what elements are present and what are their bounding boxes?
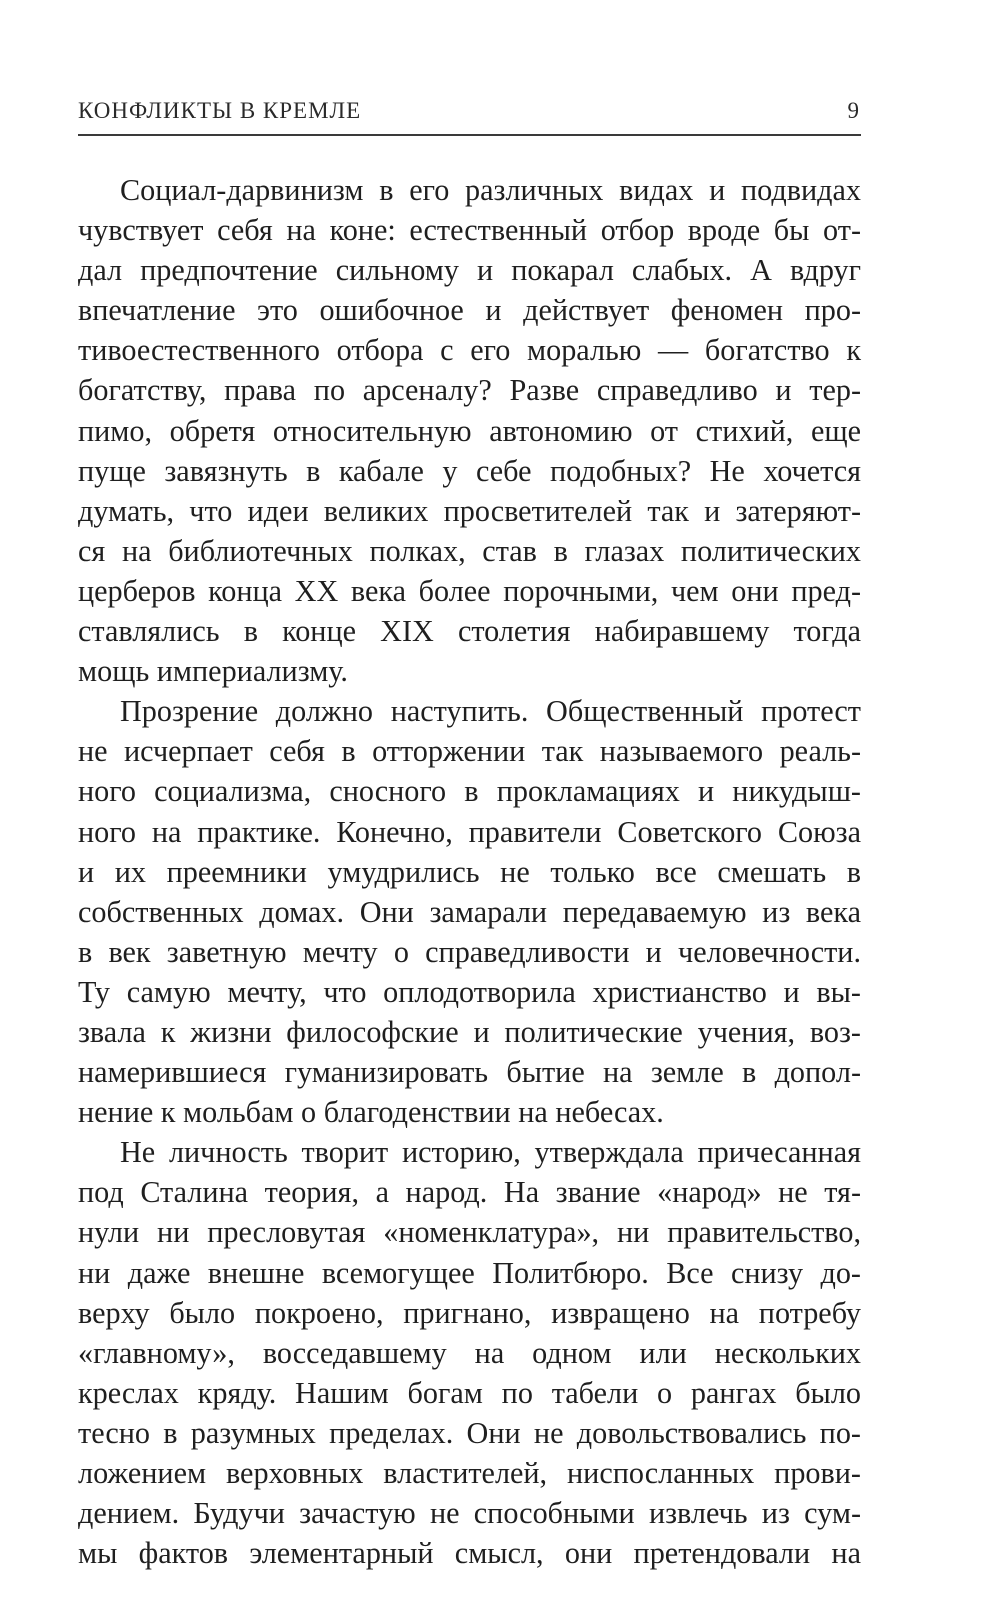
paragraph xyxy=(78,1132,861,1573)
text-line: ного социализма, сносного в прокламациях и никудыш- xyxy=(78,774,861,809)
text-line: не исчерпает себя в отторжении так называемого реаль- xyxy=(78,734,861,769)
text-line: мощь империализму. xyxy=(78,654,348,689)
text-line: нение к мольбам о благоденствии на небесах. xyxy=(78,1095,664,1130)
text-line: думать, что идеи великих просветителей так и затеряют- xyxy=(78,493,861,528)
text-line: ся на библиотечных полках, став в глазах политических xyxy=(78,533,861,568)
text-line: в век заветную мечту о справедливости и человечности. xyxy=(78,934,861,969)
text-line: тесно в разумных пределах. Они не довольствовались по- xyxy=(78,1415,861,1450)
text-line: нули ни пресловутая «номенклатура», ни правительство, xyxy=(78,1215,861,1250)
text-line: намерившиеся гуманизировать бытие на земле в допол- xyxy=(78,1055,861,1090)
text-line: собственных домах. Они замарали передаваемую из века xyxy=(78,894,861,929)
text-line: пимо, обретя относительную автономию от стихий, еще xyxy=(78,413,861,448)
text-line: церберов конца XX века более порочными, чем они пред- xyxy=(78,573,861,608)
book-page xyxy=(78,98,861,1573)
text-line: верху было покроено, пригнано, извращено на потребу xyxy=(78,1295,861,1330)
running-title: КОНФЛИКТЫ В КРЕМЛЕ xyxy=(78,98,362,123)
text-line: ни даже внешне всемогущее Политбюро. Все снизу до- xyxy=(78,1255,861,1290)
text-line: ставлялись в конце XIX столетия набиравшему тогда xyxy=(78,614,861,649)
page-number: 9 xyxy=(847,98,859,123)
body-text xyxy=(78,170,861,1573)
text-line: Ту самую мечту, что оплодотворила христианство и вы- xyxy=(78,974,861,1009)
text-line: ного на практике. Конечно, правители Советского Союза xyxy=(78,814,861,849)
text-line: и их преемники умудрились не только все смешать в xyxy=(78,854,861,889)
text-line: чувствует себя на коне: естественный отбор вроде бы от- xyxy=(78,213,861,248)
text-line: звала к жизни философские и политические учения, воз- xyxy=(78,1014,861,1049)
text-line: тивоестественного отбора с его моралью — богатство к xyxy=(78,333,861,368)
paragraph xyxy=(78,691,861,1132)
text-line: богатству, права по арсеналу? Разве справедливо и тер- xyxy=(78,373,861,408)
text-line: Не личность творит историю, утверждала причесанная xyxy=(120,1135,861,1170)
text-line: Прозрение должно наступить. Общественный протест xyxy=(120,694,861,729)
text-line: под Сталина теория, а народ. На звание «народ» не тя- xyxy=(78,1175,861,1210)
text-line: ложением верховных властителей, ниспосланных прови- xyxy=(78,1456,861,1490)
paragraph xyxy=(78,170,861,691)
text-line: впечатление это ошибочное и действует феномен про- xyxy=(78,293,861,328)
text-line: дал предпочтение сильному и покарал слабых. А вдруг xyxy=(78,253,861,288)
text-line: «главному», восседавшему на одном или нескольких xyxy=(78,1335,861,1370)
text-line: креслах кряду. Нашим богам по табели о рангах было xyxy=(78,1375,861,1410)
text-line: дением. Будучи зачастую не способными извлечь из сум- xyxy=(78,1496,861,1531)
text-line: Социал-дарвинизм в его различных видах и подвидах xyxy=(120,173,861,207)
running-header xyxy=(78,98,861,136)
text-line: пуще завязнуть в кабале у себе подобных? Не хочется xyxy=(78,453,861,488)
text-line: мы фактов элементарный смысл, они претендовали на xyxy=(78,1536,861,1571)
